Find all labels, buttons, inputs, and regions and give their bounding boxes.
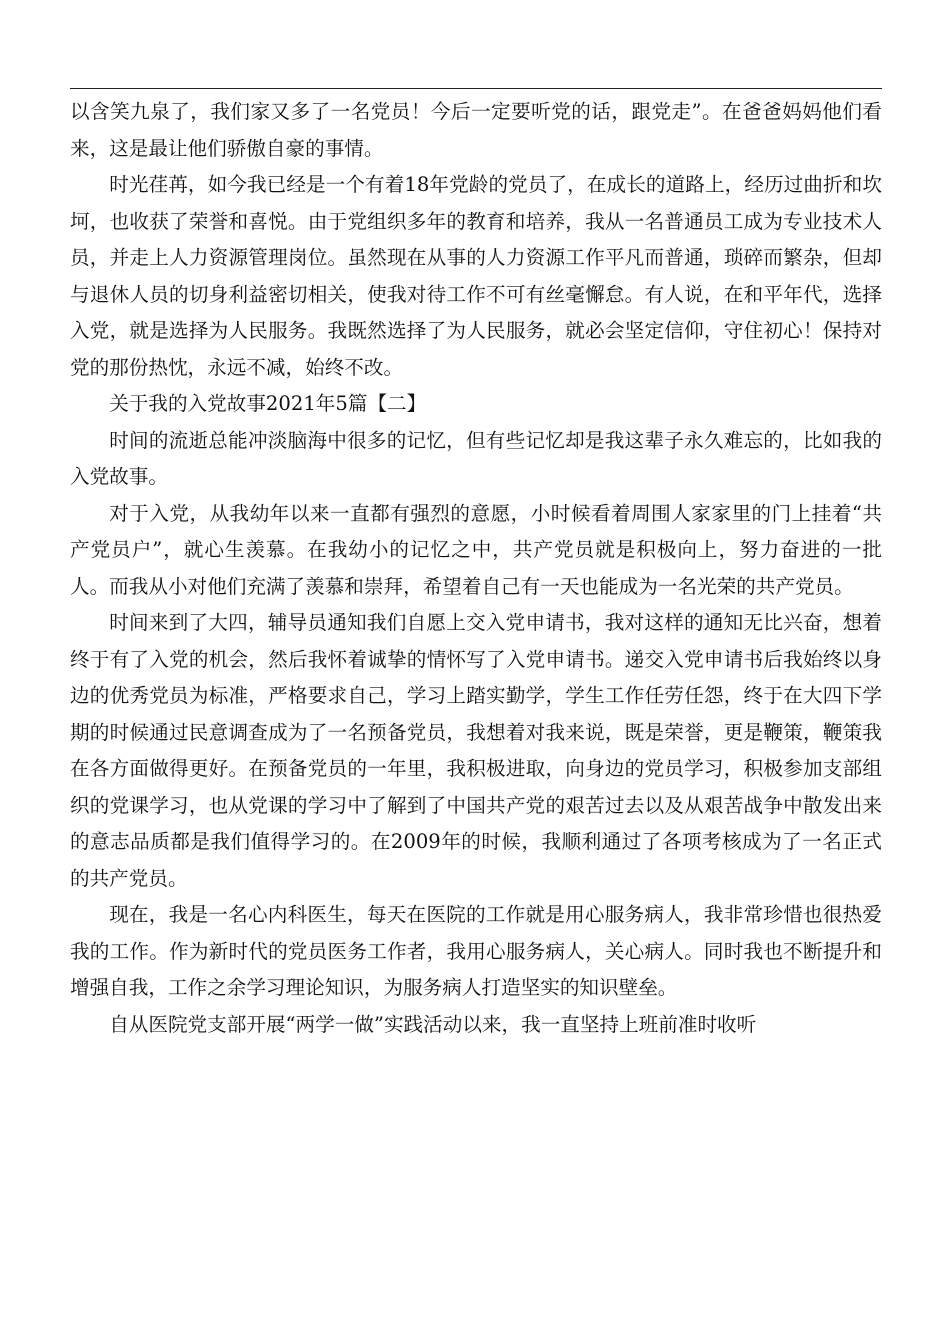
paragraph-memory: 时间的流逝总能冲淡脑海中很多的记忆，但有些记忆却是我这辈子永久难忘的，比如我的入党故事。: [70, 428, 882, 488]
header-rule: [70, 88, 882, 89]
paragraph-continuation: 以含笑九泉了，我们家又多了一名党员！今后一定要听党的话，跟党走”。在爸爸妈妈他们看来，这是最让他们骄傲自豪的事情。: [70, 100, 883, 160]
paragraph-two-studies: 自从医院党支部开展“两学一做”实践活动以来，我一直坚持上班前准时收听: [109, 1012, 757, 1036]
section-heading: 关于我的入党故事2021年5篇【二】: [109, 392, 427, 415]
paragraph-application: 时间来到了大四，辅导员通知我们自愿上交入党申请书，我对这样的通知无比兴奋，想着终于有了入党的机会，然后我怀着诚挚的情怀写了入党申请书。递交入党申请书后我始终以身边的优秀党员为标准，严格要求自己，学习上踏实勤学，学生工作任劳任怨，终于在大四下学期的时候通过民意调查成为了一名预备党员，我想着对我来说，既是荣誉，更是鞭策，鞭策我在各方面做得更好。在预备党员的一年里，我积极进取，向身边的党员学习，积极参加支部组织的党课学习，也从党课的学习中了解到了中国共产党的艰苦过去以及从艰苦战争中散发出来的意志品质都是我们值得学习的。在2009年的时候，我顺利通过了各项考核成为了一名正式的共产党员。: [70, 611, 882, 890]
paragraph-childhood: 对于入党，从我幼年以来一直都有强烈的意愿，小时候看着周围人家家里的门上挂着“共产党员户”，就心生羡慕。在我幼小的记忆之中，共产党员就是积极向上，努力奋进的一批人。而我从小对他们充满了羡慕和崇拜，希望着自己有一天也能成为一名光荣的共产党员。: [70, 501, 882, 598]
paragraph-eighteen-years: 时光荏苒，如今我已经是一个有着18年党龄的党员了，在成长的道路上，经历过曲折和坎坷，也收获了荣誉和喜悦。由于党组织多年的教育和培养，我从一名普通员工成为专业技术人员，并走上人力资源管理岗位。虽然现在从事的人力资源工作平凡而普通，琐碎而繁杂，但却与退休人员的切身利益密切相关，使我对待工作不可有丝毫懈怠。有人说，在和平年代，选择入党，就是选择为人民服务。我既然选择了为人民服务，就必会坚定信仰，守住初心！保持对党的那份热忱，永远不减，始终不改。: [70, 173, 882, 379]
document-body: [70, 94, 882, 1043]
paragraph-doctor: 现在，我是一名心内科医生，每天在医院的工作就是用心服务病人，我非常珍惜也很热爱我的工作。作为新时代的党员医务工作者，我用心服务病人，关心病人。同时我也不断提升和增强自我，工作之余学习理论知识，为服务病人打造坚实的知识壁垒。: [70, 903, 882, 999]
